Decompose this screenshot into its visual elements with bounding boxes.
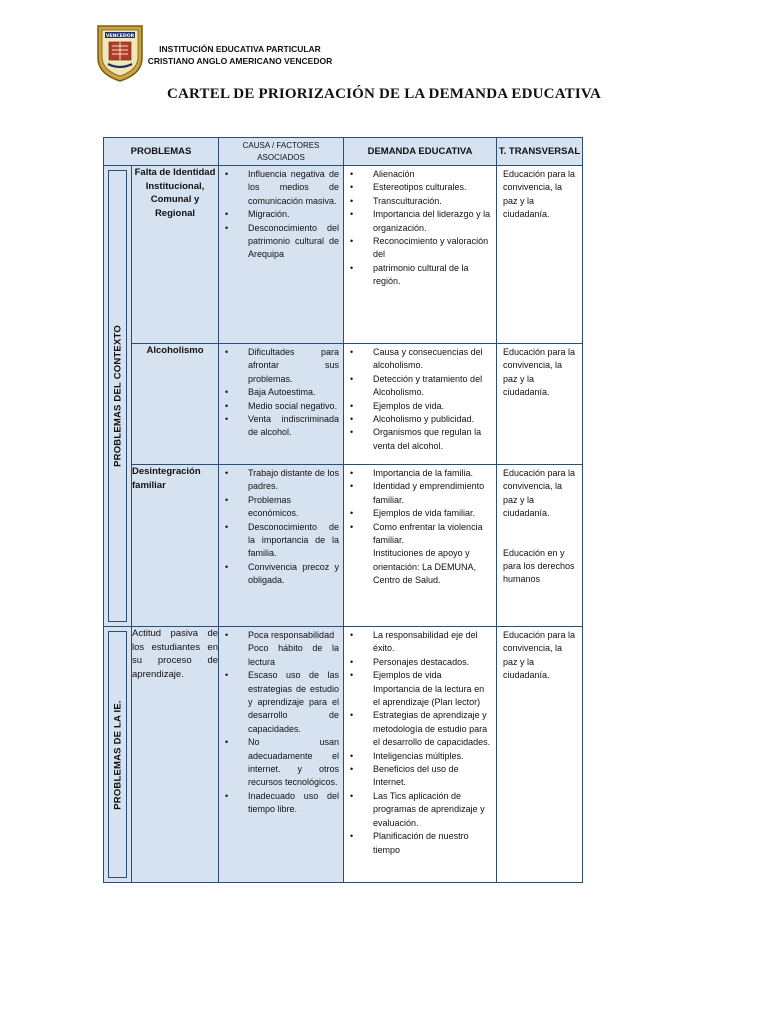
demand-item: • Importancia del liderazgo y la organización. [350,208,492,235]
demand-item: • Importancia de la familia. [350,467,492,480]
demand-item: • Detección y tratamiento del Alcoholismo. [350,373,492,400]
demand-item: • Inteligencias múltiples. [350,750,492,763]
demands-cell [344,166,497,344]
transversal-cell [497,166,583,344]
group-cell-ie [104,627,132,883]
table-row [104,344,583,465]
causes-cell [219,465,344,627]
demand-item: • Estereotipos culturales. [350,181,492,194]
cause-item: • Desconocimiento de la importancia de la familia. [225,521,339,561]
demand-item: • patrimonio cultural de la región. [350,262,492,289]
cause-item: • Baja Autoestima. [225,386,339,399]
svg-text:VENCEDOR: VENCEDOR [105,34,135,39]
demand-item: • Como enfrentar la violencia familiar. [350,521,492,548]
demand-item: • Organismos que regulan la venta del alcohol. [350,426,492,453]
causes-cell [219,166,344,344]
demand-item: • Beneficios del uso de Internet. [350,763,492,790]
institution-line-2: CRISTIANO ANGLO AMERICANO VENCEDOR [147,56,333,66]
problem-cell: Desintegración familiar [132,465,219,627]
group-label-ie: PROBLEMAS DE LA IE. [112,699,123,810]
demand-item: • Ejemplos de vida [350,669,492,682]
transversal-cell [497,627,583,883]
cause-item: • Inadecuado uso del tiempo libre. [225,790,339,817]
group-label-contexto: PROBLEMAS DEL CONTEXTO [112,325,123,467]
cause-item: • No usan adecuadamente el internet. y otros recursos tecnológicos. [225,736,339,790]
header-transversal: T. TRANSVERSAL [497,138,583,166]
causes-cell [219,627,344,883]
transversal-text: Educación para la convivencia, la paz y la ciudadanía. [503,630,576,681]
cause-item: • Poca responsabilidad [225,629,339,642]
table-row [104,627,583,883]
demand-item: • Las Tics aplicación de programas de aprendizaje y evaluación. [350,790,492,830]
header-problemas: PROBLEMAS [104,138,219,166]
table-header-row [104,138,583,166]
transversal-text: Educación para la convivencia, la paz y la ciudadanía. [503,169,576,220]
page-title: CARTEL DE PRIORIZACIÓN DE LA DEMANDA EDUCATIVA [166,86,601,102]
demand-item: • La responsabilidad eje del éxito. [350,629,492,656]
school-logo [96,24,144,82]
demands-cell [344,344,497,465]
cause-item: • Desconocimiento del patrimonio cultural de Arequipa [225,222,339,262]
problem-cell: Actitud pasiva de los estudiantes en su proceso de aprendizaje. [132,627,219,883]
demand-item: Importancia de la lectura en el aprendizaje (Plan lector) [373,683,485,708]
header-demanda: DEMANDA EDUCATIVA [344,138,497,166]
demand-item: • Planificación de nuestro tiempo [350,830,492,857]
cause-item: • Escaso uso de las estrategias de estudio y aprendizaje para el desarrollo de capacidades. [225,669,339,736]
cause-item: • Dificultades para afrontar sus problemas. [225,346,339,386]
cause-item: • Influencia negativa de los medios de comunicación masiva. [225,168,339,208]
demand-item: • Causa y consecuencias del alcoholismo. [350,346,492,373]
group-cell-contexto [104,166,132,627]
cause-item: • Medio social negativo. [225,400,339,413]
demand-item: • Ejemplos de vida. [350,400,492,413]
demands-cell [344,627,497,883]
demand-item: • Alienación [350,168,492,181]
demand-item: Instituciones de apoyo y orientación: La DEMUNA, Centro de Salud. [373,548,477,586]
transversal-cell [497,465,583,627]
demand-item: • Personajes destacados. [350,656,492,669]
demand-item: • Transculturación. [350,195,492,208]
cause-item: • Convivencia precoz y obligada. [225,561,339,588]
cause-item: Poco hábito de la lectura [248,643,340,667]
transversal-text: Educación para la convivencia, la paz y la ciudadanía. [503,347,576,398]
cause-item: • Problemas económicos. [225,494,339,521]
priorization-table [103,137,583,883]
problem-cell: Alcoholismo [132,344,219,465]
demand-item: • Estrategias de aprendizaje y metodología de estudio para el desarrollo de capacidades. [350,709,492,749]
transversal-text: Educación en y para los derechos humanos [503,547,575,585]
causes-cell [219,344,344,465]
demand-item: • Identidad y emprendimiento familiar. [350,480,492,507]
cause-item: • Migración. [225,208,339,221]
table-row [104,465,583,627]
demand-item: • Ejemplos de vida familiar. [350,507,492,520]
demands-cell [344,465,497,627]
transversal-cell [497,344,583,465]
demand-item: • Reconocimiento y valoración del [350,235,492,262]
table-row [104,166,583,344]
institution-line-1: INSTITUCIÓN EDUCATIVA PARTICULAR [159,44,321,54]
header-causa: CAUSA / FACTORES ASOCIADOS [219,138,344,166]
cause-item: • Venta indiscriminada de alcohol. [225,413,339,440]
transversal-text: Educación para la convivencia, la paz y la ciudadanía. [503,468,576,519]
demand-item: • Alcoholismo y publicidad. [350,413,492,426]
problem-cell: Falta de Identidad Institucional, Comunal y Regional [132,166,219,344]
cause-item: • Trabajo distante de los padres. [225,467,339,494]
institution-name [140,43,340,67]
